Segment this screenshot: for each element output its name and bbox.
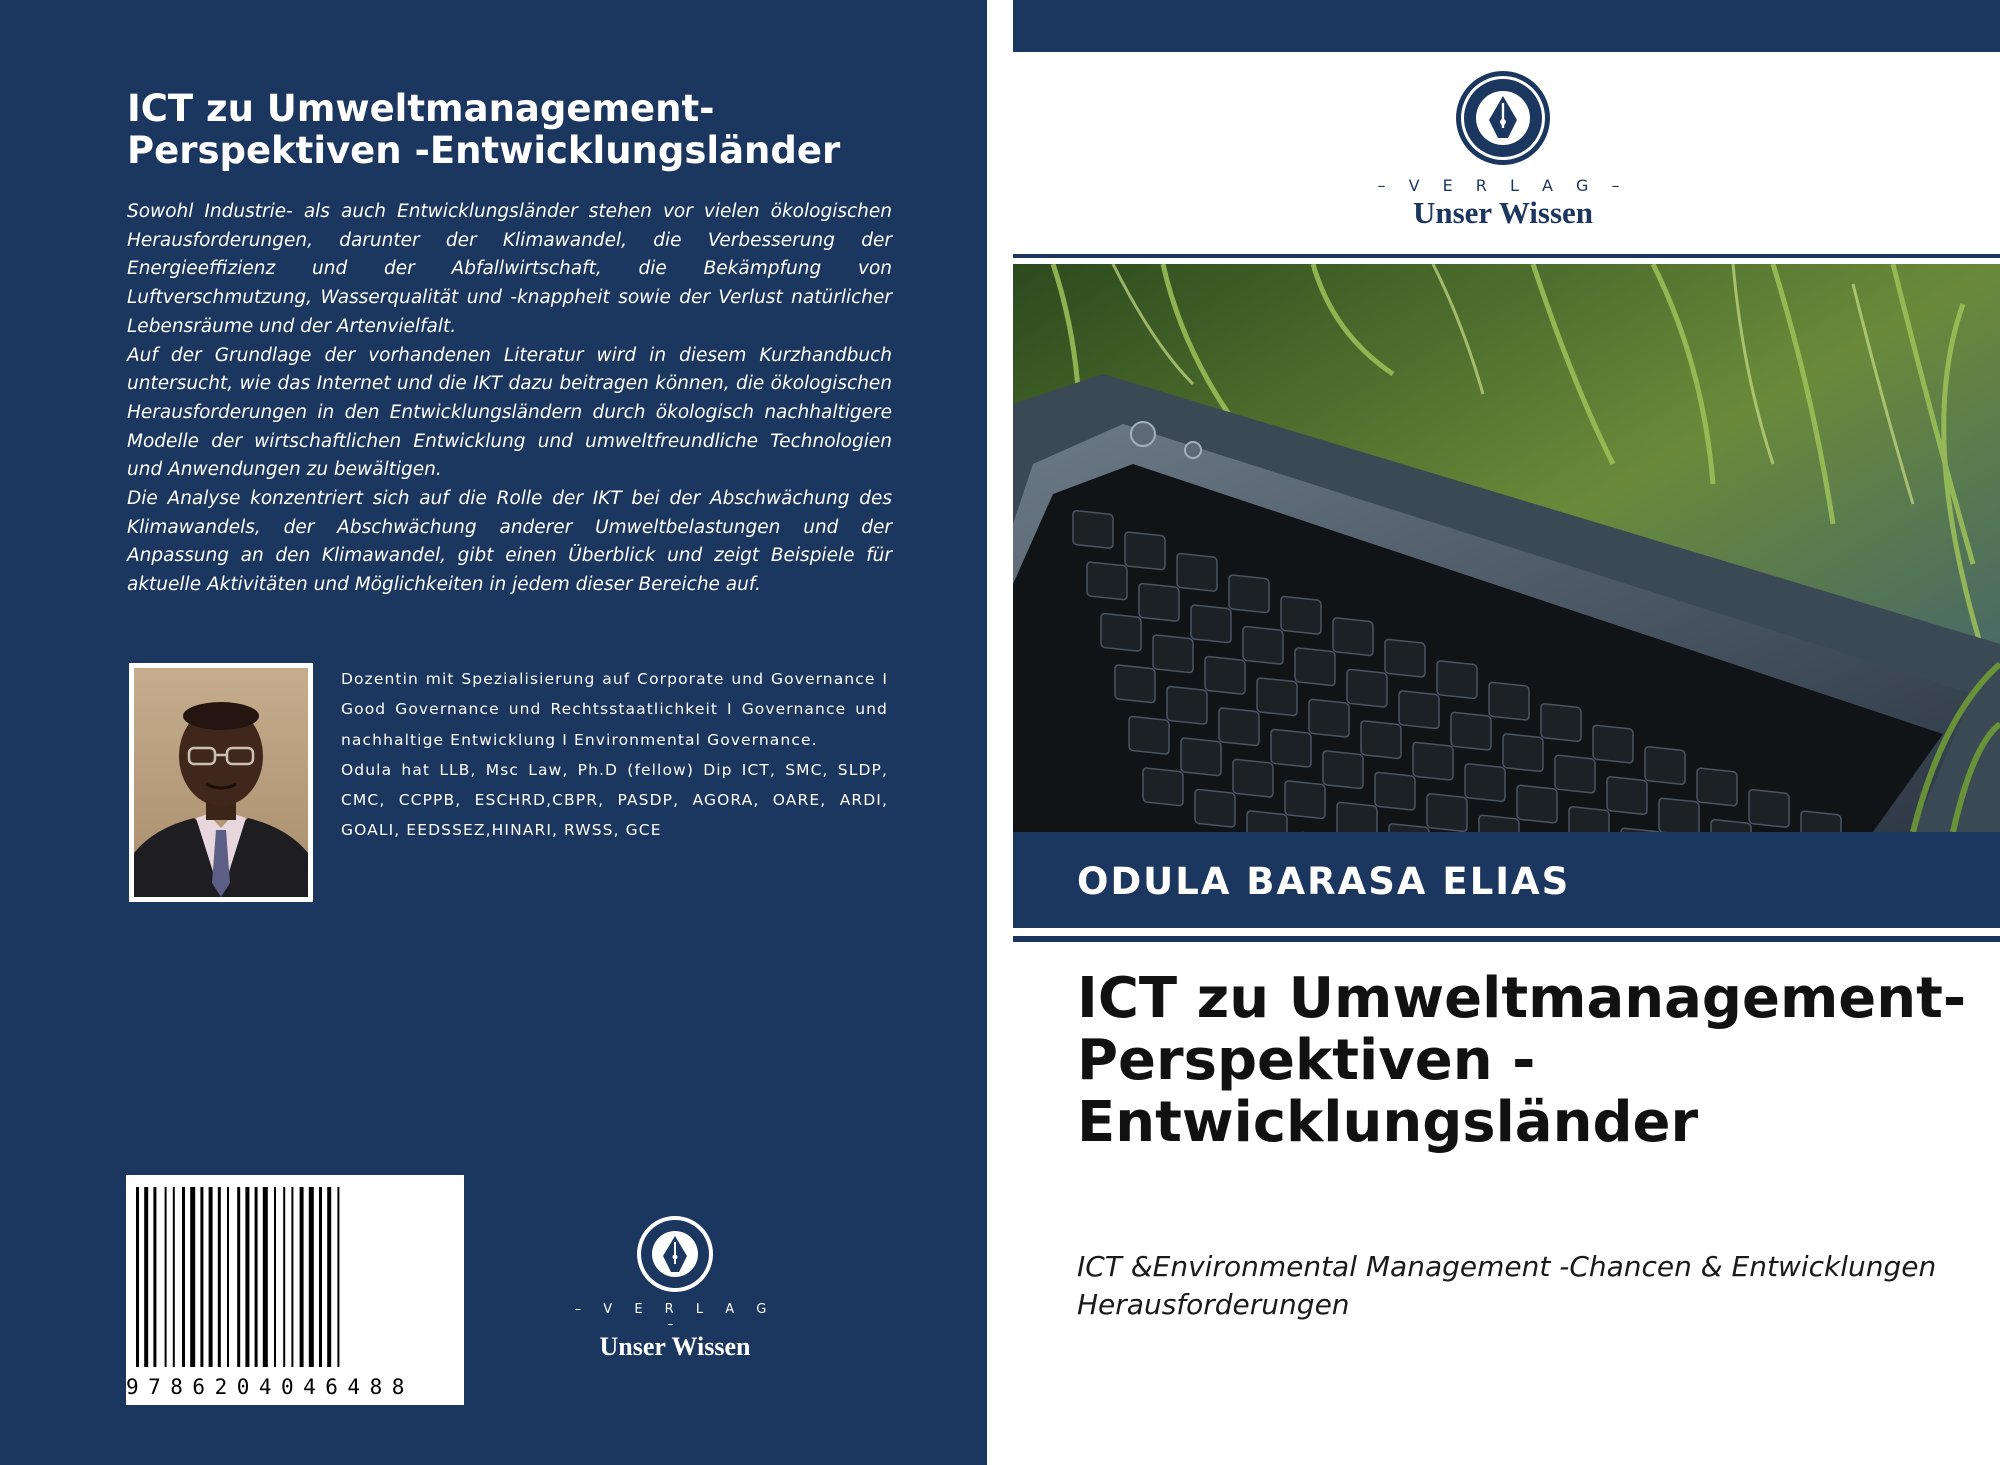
barcode-bar — [309, 1187, 314, 1367]
publisher-name: Unser Wissen — [599, 1332, 751, 1361]
keyboard-key — [1309, 699, 1349, 737]
book-title: ICT zu Umweltmanagement-Perspektiven -Entwicklungsländer — [1077, 966, 1967, 1155]
blurb-paragraph: Die Analyse konzentriert sich auf die Rolle der IKT bei der Abschwächung des Klimawandels, der Abschwächung anderer Umweltbelastungen und der Anpassung an den Klimawandel, gibt einen Überblick und zeigt Beispiele für aktuelle Aktivitäten und Möglichkeiten in jedem dieser Bereiche auf. — [127, 488, 892, 596]
barcode-bar — [300, 1187, 304, 1367]
keyboard-key — [1607, 776, 1647, 814]
barcode-bar — [327, 1187, 331, 1367]
keyboard-key — [1489, 682, 1529, 720]
keyboard-key — [1361, 721, 1401, 759]
blurb-paragraph: Auf der Grundlage der vorhandenen Literatur wird in diesem Kurzhandbuch untersucht, wie das Internet und die IKT dazu beitragen können, die ökologischen Herausforderungen in den Entwicklungsländern durch ökologisch nachhaltigere Modelle der wirtschaftlichen Entwicklung und umweltfreundliche Technologien und Anwendungen zu bewältigen. — [127, 344, 892, 481]
verlag-label: – V E R L A G – — [574, 1302, 776, 1332]
keyboard-key — [1749, 789, 1789, 827]
keyboard-key — [1125, 532, 1165, 570]
keyboard-key — [1413, 742, 1453, 780]
isbn-barcode — [126, 1175, 464, 1405]
keyboard-key — [1375, 772, 1415, 810]
barcode-bar — [200, 1187, 203, 1367]
divider-rule — [1013, 254, 2000, 258]
laptop-grass-image — [1013, 264, 2000, 832]
barcode-bar — [182, 1187, 185, 1367]
barcode-bar — [237, 1187, 240, 1367]
author-portrait-image — [134, 668, 308, 897]
keyboard-key — [1143, 768, 1183, 806]
keyboard-key — [1517, 785, 1557, 823]
keyboard-key — [1177, 553, 1217, 591]
front-publisher-logo — [1373, 68, 1633, 228]
pen-nib-seal-icon — [1373, 68, 1633, 168]
keyboard-key — [1323, 751, 1363, 789]
keyboard-key — [1295, 648, 1335, 686]
keyboard-key — [1593, 725, 1633, 763]
keyboard-key — [1347, 669, 1387, 707]
barcode-bar — [144, 1187, 148, 1367]
keyboard-key — [1645, 746, 1685, 784]
keyboard-key — [1337, 802, 1377, 832]
verlag-label: – V E R L A G – — [1377, 176, 1629, 195]
keyboard-key — [1659, 798, 1699, 832]
keyboard-key — [1233, 759, 1273, 797]
back-cover-blurb — [127, 198, 892, 600]
author-bio — [341, 664, 888, 846]
keyboard-key — [1073, 510, 1113, 548]
keyboard-key — [1247, 811, 1287, 832]
author-photo — [129, 663, 313, 902]
cover-photo-laptop-keyboard — [1013, 264, 2000, 832]
barcode-bar — [136, 1187, 139, 1367]
divider-rule — [1013, 936, 2000, 942]
keyboard-key — [1129, 716, 1169, 754]
keyboard-key — [1115, 665, 1155, 703]
top-band — [1013, 0, 2000, 52]
book-subtitle: ICT &Environmental Management -Chancen & Entwicklungen Herausforderungen — [1077, 1250, 1937, 1321]
isbn-digits: 9786204046488 — [126, 1375, 414, 1399]
keyboard-key — [1257, 678, 1297, 716]
keyboard-key — [1181, 738, 1221, 776]
author-band — [1013, 832, 2000, 928]
author-name: ODULA BARASA ELIAS — [1077, 860, 1571, 903]
keyboard-key — [1333, 618, 1373, 656]
keyboard-key — [1569, 806, 1609, 832]
barcode-bar — [165, 1187, 167, 1367]
keyboard-key — [1167, 686, 1207, 724]
barcode-bar — [319, 1187, 322, 1367]
keyboard-key — [1087, 562, 1127, 600]
front-cover — [1013, 0, 2000, 1465]
keyboard-key — [1437, 661, 1477, 699]
keyboard-key — [1503, 734, 1543, 772]
keyboard-key — [1271, 729, 1311, 767]
barcode-bar — [274, 1187, 276, 1367]
keyboard-key — [1285, 781, 1325, 819]
keyboard-key — [1229, 575, 1269, 613]
keyboard-key — [1205, 656, 1245, 694]
barcode-bar — [255, 1187, 258, 1367]
back-cover — [0, 0, 987, 1465]
keyboard-key — [1219, 708, 1259, 746]
barcode-bar — [190, 1187, 195, 1367]
keyboard-key — [1281, 596, 1321, 634]
keyboard-key — [1139, 583, 1179, 621]
barcode-bar — [173, 1187, 175, 1367]
barcode-bars — [126, 1175, 464, 1375]
keyboard-key — [1541, 703, 1581, 741]
back-cover-title: ICT zu Umweltmanagement-Perspektiven -Entwicklungsländer — [127, 87, 841, 172]
barcode-bar — [263, 1187, 268, 1367]
bio-paragraph: Dozentin mit Spezialisierung auf Corporate und Governance I Good Governance und Rechtsstaatlichkeit I Governance und nachhaltige Entwicklung I Environmental Governance. — [341, 670, 888, 749]
keyboard-key — [1399, 691, 1439, 729]
pen-nib-seal-icon — [570, 1212, 780, 1296]
barcode-bar — [283, 1187, 285, 1367]
keyboard-key — [1555, 755, 1595, 793]
blurb-paragraph: Sowohl Industrie- als auch Entwicklungsländer stehen vor vielen ökologischen Herausforderungen, darunter der Klimawandel, die Verbesserung der Energieeffizienz und der Abfallwirtschaft, die Bekämpfung von Luftverschmutzung, Wasserqualität und -knappheit sowie der Verlust natürlicher Lebensräume und der Artenvielfalt. — [127, 201, 892, 337]
barcode-bar — [291, 1187, 293, 1367]
keyboard-key — [1385, 639, 1425, 677]
keyboard-key — [1243, 626, 1283, 664]
keyboard-key — [1801, 811, 1841, 832]
barcode-bar — [337, 1187, 339, 1367]
keyboard-key — [1153, 635, 1193, 673]
back-publisher-logo — [570, 1212, 780, 1361]
bio-paragraph: Odula hat LLB, Msc Law, Ph.D (fellow) Dip ICT, SMC, SLDP, CMC, CCPPB, ESCHRD,CBPR, PASDP, AGORA, OARE, ARDI, GOALI, EEDSSEZ,HINARI, RWSS, GCE — [341, 760, 888, 840]
barcode-bar — [209, 1187, 213, 1367]
keyboard-key — [1427, 794, 1467, 832]
keyboard-key — [1451, 712, 1491, 750]
barcode-bar — [218, 1187, 221, 1367]
barcode-bar — [153, 1187, 156, 1367]
barcode-bar — [245, 1187, 249, 1367]
keyboard-key — [1465, 764, 1505, 802]
barcode-bar — [227, 1187, 229, 1367]
keyboard-key — [1101, 613, 1141, 651]
keyboard-key — [1195, 789, 1235, 827]
keyboard-key — [1697, 768, 1737, 806]
keyboard-key — [1191, 605, 1231, 643]
publisher-name: Unser Wissen — [1412, 195, 1594, 230]
